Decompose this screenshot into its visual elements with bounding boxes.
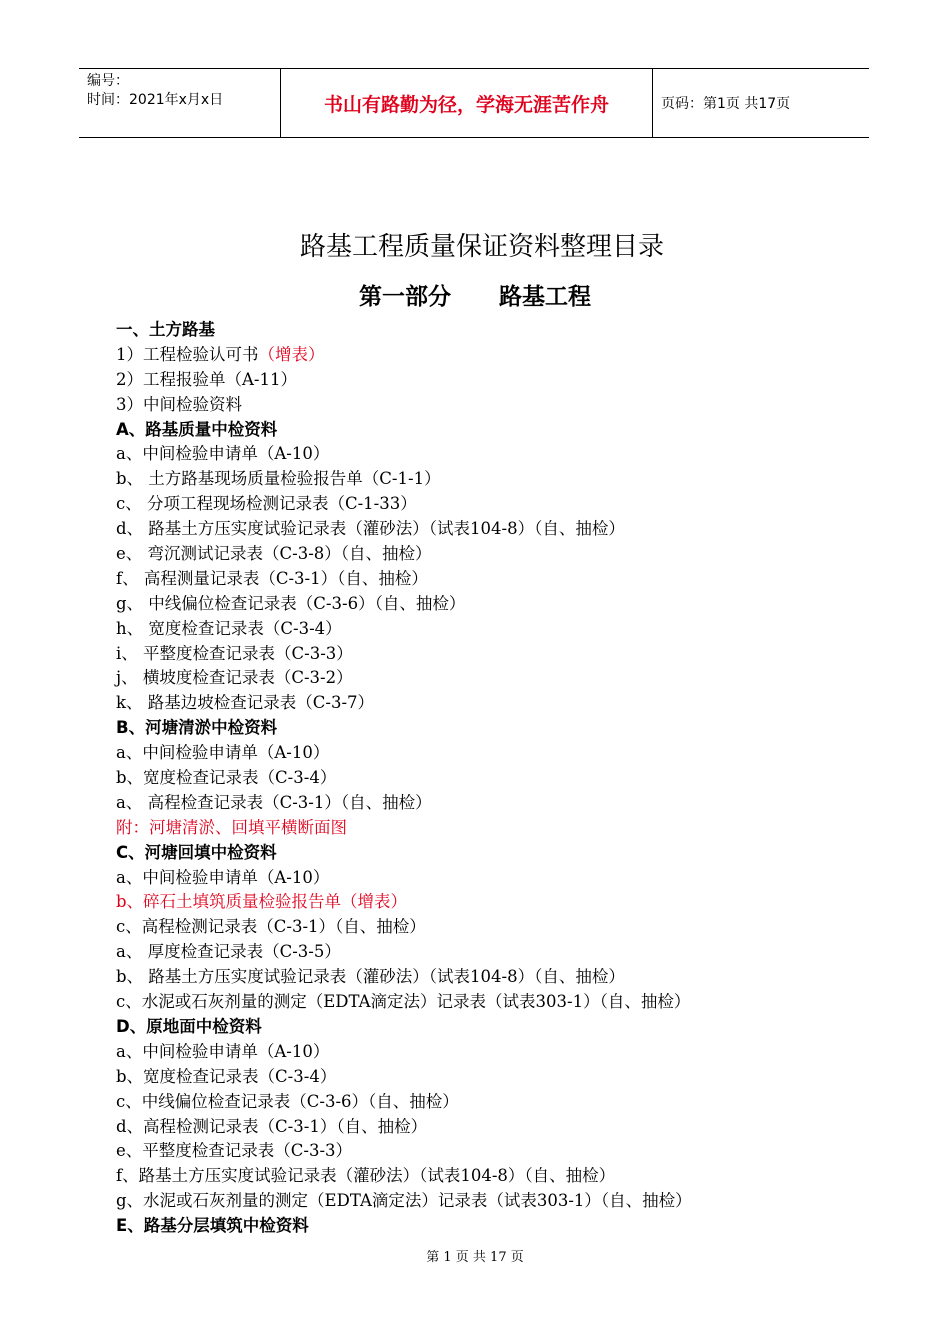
list-item xyxy=(116,1065,916,1090)
list-item xyxy=(116,592,916,617)
list-item xyxy=(116,467,916,492)
list-item xyxy=(116,1164,916,1189)
list-item xyxy=(116,791,916,816)
list-item xyxy=(116,915,916,940)
list-item-text: d、 路基土方压实度试验记录表（灌砂法）（试表104-8）（自、抽检） xyxy=(116,519,625,539)
list-item xyxy=(116,567,916,592)
list-item-text: b、宽度检查记录表（C-3-4） xyxy=(116,1066,337,1086)
list-item xyxy=(116,442,916,467)
page-info: 页码：第1页 共17页 xyxy=(661,96,791,112)
list-item-text: c、中线偏位检查记录表（C-3-6）（自、抽检） xyxy=(116,1091,459,1111)
list-item xyxy=(116,1090,916,1115)
list-item xyxy=(116,368,916,393)
list-item-text: b、宽度检查记录表（C-3-4） xyxy=(116,768,337,788)
list-item xyxy=(116,666,916,691)
list-item xyxy=(116,1040,916,1065)
list-item xyxy=(116,940,916,965)
list-item-text: c、 分项工程现场检测记录表（C-1-33） xyxy=(116,494,417,514)
list-item-text: c、高程检测记录表（C-3-1）（自、抽检） xyxy=(116,917,426,937)
list-item-text: b、 路基土方压实度试验记录表（灌砂法）（试表104-8）（自、抽检） xyxy=(116,967,625,987)
list-item-text: a、中间检验申请单（A-10） xyxy=(116,867,330,887)
list-item-text: f、 高程测量记录表（C-3-1）（自、抽检） xyxy=(116,568,428,588)
list-item-text: 2）工程报验单（A-11） xyxy=(116,369,297,389)
list-item xyxy=(116,766,916,791)
page-footer: 第 1 页 共 17 页 xyxy=(426,1250,524,1265)
section-heading xyxy=(116,841,916,866)
number-label: 编号： xyxy=(87,73,129,89)
list-item xyxy=(116,1139,916,1164)
list-item-text: 3）中间检验资料 xyxy=(116,394,242,414)
list-item xyxy=(116,492,916,517)
list-item-text: C、河塘回填中检资料 xyxy=(116,842,277,862)
list-item xyxy=(116,866,916,891)
list-item xyxy=(116,542,916,567)
header-meta xyxy=(79,69,281,137)
list-item xyxy=(116,343,916,368)
document-title: 路基工程质量保证资料整理目录 xyxy=(299,232,664,262)
list-item xyxy=(116,990,916,1015)
list-item-text: A、路基质量中检资料 xyxy=(116,419,278,439)
list-item xyxy=(116,1115,916,1140)
list-item-text: k、 路基边坡检查记录表（C-3-7） xyxy=(116,693,375,713)
list-item-text: 一、土方路基 xyxy=(116,320,215,339)
list-item xyxy=(116,741,916,766)
list-item xyxy=(116,642,916,667)
list-item xyxy=(116,816,916,841)
list-item xyxy=(116,393,916,418)
section-title: 第一部分 路基工程 xyxy=(358,284,592,310)
list-item-text: h、 宽度检查记录表（C-3-4） xyxy=(116,618,342,638)
section-heading xyxy=(116,716,916,741)
list-item-text: a、 厚度检查记录表（C-3-5） xyxy=(116,942,341,962)
header-motto-cell xyxy=(281,69,653,137)
list-item-text: b、 土方路基现场质量检验报告单（C-1-1） xyxy=(116,469,441,489)
section-heading xyxy=(116,418,916,443)
list-item-text: e、平整度检查记录表（C-3-3） xyxy=(116,1141,353,1161)
date-label: 时间：2021年x月x日 xyxy=(87,92,224,108)
list-item xyxy=(116,965,916,990)
page-header xyxy=(79,68,869,138)
list-item-text: i、 平整度检查记录表（C-3-3） xyxy=(116,643,353,663)
section-heading xyxy=(116,1214,916,1239)
section-heading xyxy=(116,318,916,343)
list-item xyxy=(116,691,916,716)
list-item-text: a、中间检验申请单（A-10） xyxy=(116,444,330,464)
list-item-text: g、水泥或石灰剂量的测定（EDTA滴定法）记录表（试表303-1）（自、抽检） xyxy=(116,1191,692,1211)
list-item-note: （增表） xyxy=(258,344,325,364)
list-item-text: d、高程检测记录表（C-3-1）（自、抽检） xyxy=(116,1116,428,1136)
list-item-text: g、 中线偏位检查记录表（C-3-6）（自、抽检） xyxy=(116,593,466,613)
list-item-text: 1）工程检验认可书 xyxy=(116,344,259,364)
list-item-text: c、水泥或石灰剂量的测定（EDTA滴定法）记录表（试表303-1）（自、抽检） xyxy=(116,992,691,1012)
list-item-text: B、河塘清淤中检资料 xyxy=(116,718,278,738)
list-item-note: b、碎石土填筑质量检验报告单（增表） xyxy=(116,892,408,912)
list-item xyxy=(116,617,916,642)
section-heading xyxy=(116,1015,916,1040)
list-item xyxy=(116,1189,916,1214)
list-item-text: f、路基土方压实度试验记录表（灌砂法）（试表104-8）（自、抽检） xyxy=(116,1166,616,1186)
list-item-text: E、路基分层填筑中检资料 xyxy=(116,1216,309,1236)
list-item-text: a、中间检验申请单（A-10） xyxy=(116,743,330,763)
list-item-text: a、 高程检查记录表（C-3-1）（自、抽检） xyxy=(116,792,432,812)
motto: 书山有路勤为径，学海无涯苦作舟 xyxy=(323,93,609,116)
list-item-text: a、中间检验申请单（A-10） xyxy=(116,1041,330,1061)
header-page-info xyxy=(653,69,869,137)
list-item xyxy=(116,517,916,542)
list-item-text: D、原地面中检资料 xyxy=(116,1016,262,1036)
list-item-text: e、 弯沉测试记录表（C-3-8）（自、抽检） xyxy=(116,544,432,564)
list-item-text: j、 横坡度检查记录表（C-3-2） xyxy=(116,668,353,688)
list-item-note: 附：河塘清淤、回填平横断面图 xyxy=(116,817,347,837)
list-item xyxy=(116,890,916,915)
toc-list xyxy=(116,318,916,1239)
